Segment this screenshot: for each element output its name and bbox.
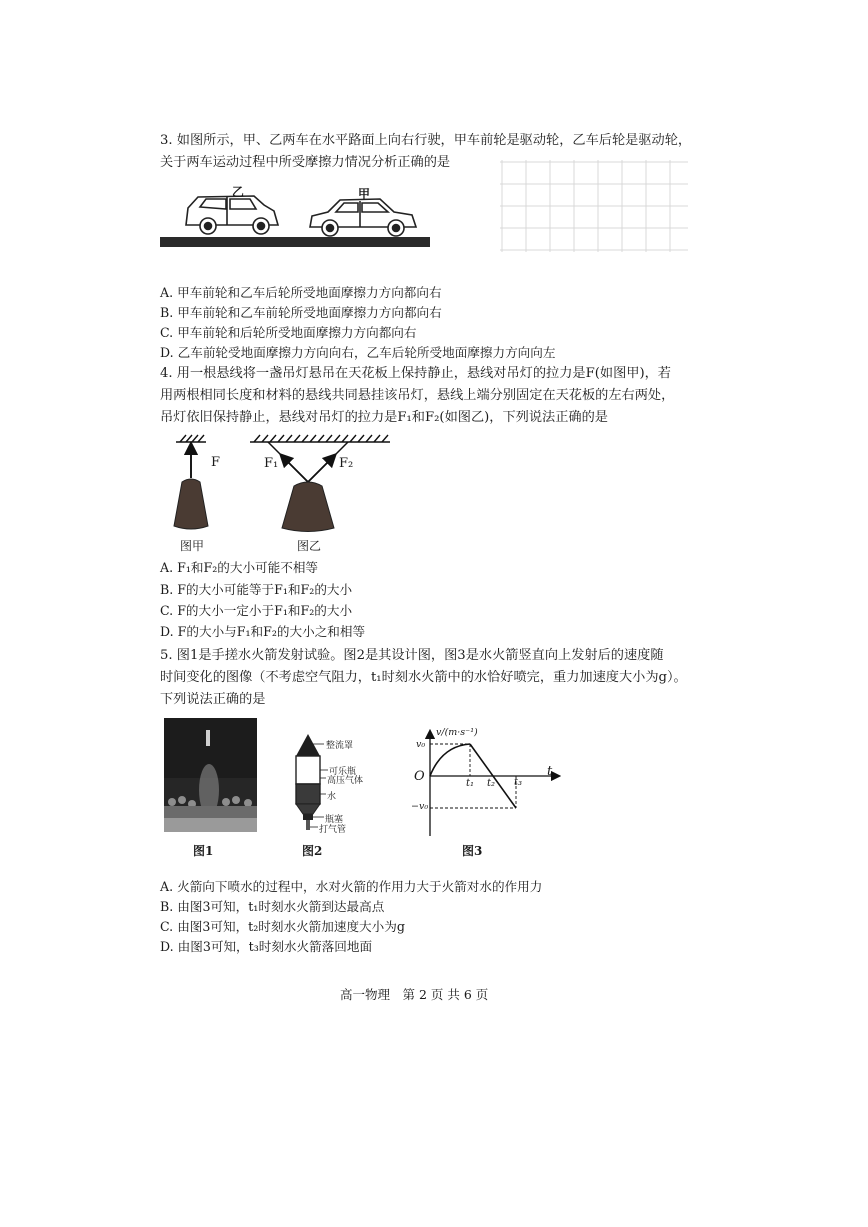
graph-t1-label: t₁ <box>466 778 475 789</box>
q5-option-c: C. 由图3可知，t₂时刻水火箭加速度大小为g <box>160 919 405 934</box>
graph-v0-label: v₀ <box>416 739 426 750</box>
fig-yi-force1-label: F₁ <box>264 456 279 471</box>
q4-stem-line3: 吊灯依旧保持静止，悬线对吊灯的拉力是F₁和F₂(如图乙)，下列说法正确的是 <box>160 410 608 425</box>
pump-tube <box>306 820 310 830</box>
q3-option-c: C. 甲车前轮和后轮所受地面摩擦力方向都向右 <box>160 325 417 340</box>
bottle-body <box>296 756 320 784</box>
water-section <box>296 784 320 804</box>
q4-option-b: B. F的大小可能等于F₁和F₂的大小 <box>160 582 353 597</box>
fig-yi-caption: 图乙 <box>297 539 322 553</box>
bleed-through-grid <box>500 160 690 252</box>
curve-powered <box>430 744 470 776</box>
q4-option-d: D. F的大小与F₁和F₂的大小之和相等 <box>160 624 366 639</box>
force-arrow-f1 <box>284 458 308 482</box>
q4-option-a: A. F₁和F₂的大小可能不相等 <box>160 560 319 575</box>
nose-cone <box>296 734 320 756</box>
graph-xlabel: t <box>547 764 553 779</box>
lamp-jia <box>174 479 208 529</box>
graph-t2-label: t₂ <box>487 778 496 789</box>
q3-option-a: A. 甲车前轮和乙车后轮所受地面摩擦力方向都向右 <box>160 285 442 300</box>
q4-lamp-figure <box>158 428 398 538</box>
fig1-caption: 图1 <box>193 844 214 858</box>
graph-neg-v0-label: −v₀ <box>411 801 429 812</box>
car-right-label: 甲 <box>358 187 371 201</box>
fig2-water-label: 水 <box>327 792 337 802</box>
fig2-bottle-label: 可乐瓶 <box>329 767 357 777</box>
fig1-launch-photo <box>164 718 257 832</box>
fig2-plug-label: 瓶塞 <box>325 815 344 825</box>
q5-option-b: B. 由图3可知，t₁时刻水火箭到达最高点 <box>160 899 385 914</box>
fig2-pump-label: 打气管 <box>319 825 347 835</box>
q5-stem-line2: 时间变化的图像（不考虑空气阻力，t₁时刻水火箭中的水恰好喷完，重力加速度大小为g）。 <box>160 670 687 685</box>
road <box>160 237 430 247</box>
q3-option-d: D. 乙车前轮受地面摩擦力方向向右，乙车后轮所受地面摩擦力方向向左 <box>160 345 556 360</box>
graph-ylabel: v/(m·s⁻¹) <box>436 727 478 738</box>
q3-stem-line2: 关于两车运动过程中所受摩擦力情况分析正确的是 <box>160 155 451 170</box>
fig-yi-ceiling <box>250 435 390 442</box>
fig2-nose-label: 整流罩 <box>326 741 354 751</box>
fig2-caption: 图2 <box>302 844 323 858</box>
q5-option-a: A. 火箭向下喷水的过程中，水对火箭的作用力大于火箭对水的作用力 <box>160 879 543 894</box>
q4-stem-line2: 用两根相同长度和材料的悬线共同悬挂该吊灯，悬线上端分别固定在天花板的左右两处， <box>160 388 675 403</box>
q5-stem-line1: 5. 图1是手搓水火箭发射试验。图2是其设计图，图3是水火箭竖直向上发射后的速度随 <box>160 648 664 663</box>
fig-yi-force2-label: F₂ <box>339 456 354 471</box>
plug <box>303 814 313 820</box>
lamp-yi <box>282 482 334 532</box>
fig-jia-caption: 图甲 <box>180 539 205 553</box>
fig-jia-force-label: F <box>211 455 221 470</box>
car-yi <box>186 196 278 234</box>
q4-option-c: C. F的大小一定小于F₁和F₂的大小 <box>160 603 353 618</box>
q5-option-d: D. 由图3可知，t₃时刻水火箭落回地面 <box>160 939 373 954</box>
graph-t3-label: t₃ <box>514 777 523 788</box>
page-footer: 高一物理 第 2 页 共 6 页 <box>340 987 489 1002</box>
q3-cars-figure <box>158 183 433 253</box>
car-left-label: 乙 <box>232 185 245 199</box>
q3-option-b: B. 甲车前轮和乙车前轮所受地面摩擦力方向都向右 <box>160 305 442 320</box>
force-arrow-f2 <box>308 458 332 482</box>
fig-jia-ceiling <box>176 435 206 442</box>
fig2-gas-label: 高压气体 <box>327 776 364 786</box>
q5-stem-line3: 下列说法正确的是 <box>160 692 266 707</box>
graph-origin-label: O <box>414 769 425 784</box>
fig3-caption: 图3 <box>462 844 483 858</box>
q4-stem-line1: 4. 用一根悬线将一盏吊灯悬吊在天花板上保持静止，悬线对吊灯的拉力是F(如图甲)，若 <box>160 366 671 381</box>
car-jia <box>310 199 416 236</box>
fig3-vt-graph <box>406 728 566 843</box>
q3-stem-line1: 3. 如图所示，甲、乙两车在水平路面上向右行驶，甲车前轮是驱动轮，乙车后轮是驱动轮， <box>160 133 692 148</box>
